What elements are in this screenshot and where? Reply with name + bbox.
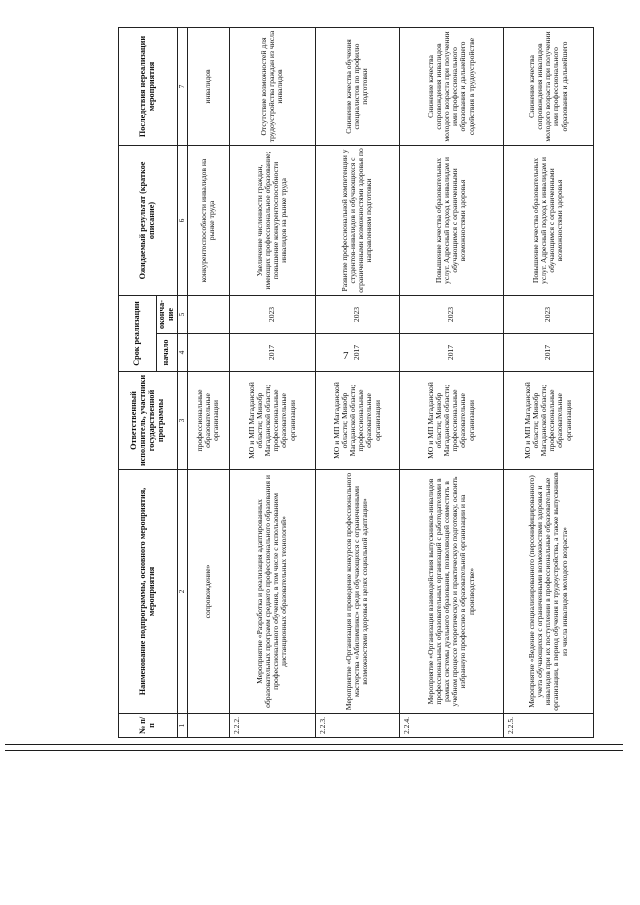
row-executor: МО и МП Магаданской области; Минобр Магаданской области; профессиональные образовательные организации (315, 372, 399, 470)
row-name: Мероприятие «Ведение специализированного (персонифицированного) учета обучающихся с ограниченными возможностями здоровья и инвалидов при их поступлении в профессиональные образовательные организации, в период обучения и трудоустройства, а также выпускников из числа инвалидов молодого возраста» (503, 470, 593, 714)
col-number: 4 (177, 334, 187, 372)
header-period: Срок реализации (119, 296, 157, 372)
row-name: Мероприятие «Организация взаимодействия выпускников-инвалидов профессиональных образовательных организаций с работодателями в рамках системы дуального образования, позволяющей совместить в учебном процессе теоретическую и практическую подготовку, освоить избранную профессию в образовательной организации и на производстве» (399, 470, 503, 714)
rotated-table-wrapper (118, 28, 576, 738)
row-start (187, 334, 229, 372)
row-end: 2023 (399, 296, 503, 334)
col-number: 3 (177, 372, 187, 470)
row-consequences: Снижение качества сопровождения инвалидов молодого возраста при получении ими профессионального образования и дальнейшего содействия в трудоустройстве (399, 28, 503, 146)
row-num (187, 714, 229, 738)
table-row (399, 28, 503, 738)
col-number: 7 (177, 28, 187, 146)
table-row (229, 28, 315, 738)
row-end (187, 296, 229, 334)
col-number: 5 (177, 296, 187, 334)
row-result: Увеличение численности граждан, имеющих профессиональное образование; повышение конкурентоспособности инвалидов на рынке труда (229, 146, 315, 296)
row-result: конкурентоспособности инвалидов на рынке труда (187, 146, 229, 296)
row-name: Мероприятие «Организация и проведение конкурсов профессионального мастерства «Абилимпикс» среди обучающихся с ограниченными возможностями здоровья в целях социальной адаптации» (315, 470, 399, 714)
header-executor: Ответственный исполнитель, участники государственной программы (119, 372, 178, 470)
col-number: 1 (177, 714, 187, 738)
table-row (187, 28, 229, 738)
row-start: 2017 (315, 334, 399, 372)
row-num: 2.2.3. (315, 714, 399, 738)
col-number: 6 (177, 146, 187, 296)
row-executor: профессиональные образовательные организации (187, 372, 229, 470)
page-number: 7 (343, 350, 349, 362)
page-divider (5, 744, 623, 745)
row-name: сопровождение» (187, 470, 229, 714)
header-name: Наименование подпрограммы, основного мероприятия, мероприятия (119, 470, 178, 714)
row-start: 2017 (399, 334, 503, 372)
row-executor: МО и МП Магаданской области; Минобр Магаданской области; профессиональные образовательные организации (399, 372, 503, 470)
program-table (118, 27, 594, 738)
row-consequences: Снижение качества сопровождения инвалидов молодого возраста при получении ими профессионального образования и дальнейшего (503, 28, 593, 146)
header-row (119, 28, 157, 738)
row-result: Повышение качества образовательных услуг. Адресный подход к инвалидам и обучающимся с ограниченными возможностями здоровья (399, 146, 503, 296)
header-num: № п/п (119, 714, 178, 738)
row-end: 2023 (503, 296, 593, 334)
col-number: 2 (177, 470, 187, 714)
row-consequences: Отсутствие возможностей для трудоустройства граждан из числа инвалидов (229, 28, 315, 146)
row-end: 2023 (229, 296, 315, 334)
row-consequences: Снижение качества обучения специалистов по профилю подготовки (315, 28, 399, 146)
row-executor: МО и МП Магаданской области; Минобр Магаданской области; профессиональные образовательные организации (229, 372, 315, 470)
header-start: начало (157, 334, 178, 372)
row-num: 2.2.4. (399, 714, 503, 738)
table-row (503, 28, 593, 738)
row-end: 2023 (315, 296, 399, 334)
row-start: 2017 (503, 334, 593, 372)
row-executor: МО и МП Магаданской области; Минобр Магаданской области; профессиональные образовательные организации (503, 372, 593, 470)
header-consequences: Последствия нереализации мероприятия (119, 28, 178, 146)
header-end: оконча-ние (157, 296, 178, 334)
table-row (315, 28, 399, 738)
row-num: 2.2.2. (229, 714, 315, 738)
row-result: Повышение качества образовательных услуг. Адресный подход к инвалидам и обучающимся с ограниченными возможностями здоровья (503, 146, 593, 296)
row-start: 2017 (229, 334, 315, 372)
row-consequences: инвалидов (187, 28, 229, 146)
column-number-row (177, 28, 187, 738)
row-result: Развитие профессиональной компетенции у студентов-инвалидов и обучающихся с ограниченными возможностями здоровья по направлениям подготовки (315, 146, 399, 296)
header-result: Ожидаемый результат (краткое описание) (119, 146, 178, 296)
page-divider (5, 750, 623, 751)
row-name: Мероприятие «Разработка и реализация адаптированных образовательных программ среднего профессионального образования и профессионального обучения, в том числе с использованием дистанционных образовательных технологий» (229, 470, 315, 714)
row-num: 2.2.5. (503, 714, 593, 738)
